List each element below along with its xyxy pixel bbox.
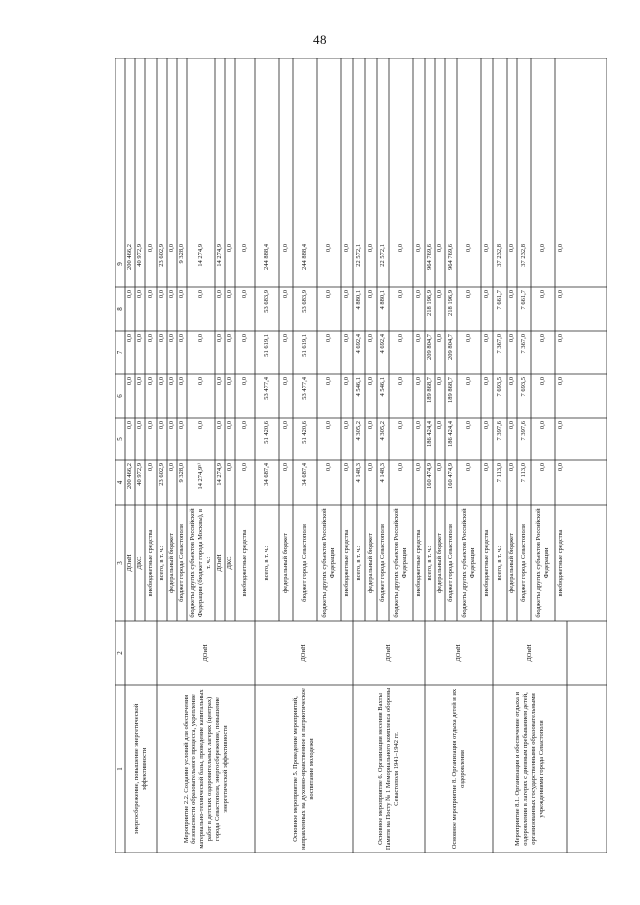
value-cell: 4 692,4 [355,334,363,354]
value-cell: 4 692,4 [379,334,387,354]
value-cell: 0,0 [168,290,176,299]
value-cell: 0,0 [126,421,134,430]
value-cell: 53 477,4 [301,377,309,400]
value-cell: 0,0 [282,334,290,343]
value-cell: 0,0 [147,421,155,430]
value-cell: 7 693,5 [496,377,504,397]
value-cell: 160 474,9 [426,463,434,489]
value-cell: 0,0 [241,244,249,253]
funding-source: ДОиН [126,554,134,572]
value-cell: 7 397,6 [496,421,504,441]
value-cell: 51 619,1 [301,334,309,357]
value-cell: 34 687,4 [301,463,309,486]
value-cell: 53 477,4 [263,377,271,400]
value-cell: 0,0 [483,244,491,253]
value-cell: 200 466,2 [126,463,134,489]
column-header-1: 1 [116,767,124,771]
value-cell: 0,0 [465,334,473,343]
value-cell: 0,0 [226,421,234,430]
column-header-7: 7 [116,350,124,355]
responsible-executor: ДОиН [385,644,393,662]
value-cell: 0,0 [241,463,249,472]
value-cell: 0,0 [147,377,155,386]
value-cell: 0,0 [226,463,234,472]
value-cell: 34 687,4 [263,463,271,486]
value-cell: 0,0 [282,290,290,299]
value-cell: 0,0 [136,377,144,386]
column-header-9: 9 [116,262,124,266]
value-cell: 0,0 [367,463,375,472]
responsible-executor: ДОиН [526,644,534,662]
funding-source: всего, в т. ч.: [426,545,434,581]
value-cell: 0,0 [343,244,351,253]
value-cell: 200 466,2 [126,244,134,270]
value-cell: 9 328,0 [178,244,186,264]
value-cell: 0,0 [539,290,547,299]
value-cell: 0,0 [178,334,186,343]
funding-source: бюджеты других субъектов Российской Федерации (бюджет города Москвы), в т. ч.: [189,508,212,618]
value-cell: 0,0 [508,290,516,299]
value-cell: 0,0 [539,334,547,343]
funding-source: федеральный бюджет [367,533,375,593]
value-cell: 0,0 [168,334,176,343]
column-header-4: 4 [116,480,124,485]
value-cell: 0,0 [508,463,516,472]
activity-name: Основное мероприятие 6. Организация несения Вахты Памяти на Посту № 1 Мемориального комплекса обороны Севастополя 1941–1942 гг. [377,687,400,851]
column-header-6: 6 [116,394,124,398]
funding-source: бюджеты других субъектов Российской Федерации [393,508,408,618]
value-cell: 0,0 [557,244,565,253]
value-cell: 0,0 [147,290,155,299]
value-cell: 23 602,9 [158,463,166,486]
value-cell: 0,0 [126,334,134,343]
page-number: 48 [313,32,327,47]
value-cell: 0,0 [325,244,333,253]
value-cell: 7 113,0 [520,463,528,483]
value-cell: 0,0 [126,290,134,299]
value-cell: 14 274,9 [197,244,205,267]
responsible-executor: ДОиН [455,644,463,662]
value-cell: 0,0 [325,290,333,299]
value-cell: 0,0 [436,463,444,472]
value-cell: 0,0 [539,377,547,386]
value-cell: 0,0 [397,421,405,430]
value-cell: 0,0 [282,421,290,430]
responsible-executor: ДОиН [202,644,210,662]
value-cell: 0,0 [465,463,473,472]
value-cell: 964 769,6 [447,244,455,270]
activity-name: Основное мероприятие 5. Проведение мероприятий, направленных на духовно-нравственное и патриотическое воспитание молодежи [292,688,315,850]
funding-source: ДОиН [216,554,224,572]
value-cell: 0,0 [343,421,351,430]
value-cell: 0,0 [168,421,176,430]
value-cell: 0,0 [226,377,234,386]
funding-source: бюджет города Севастополя [301,524,309,602]
value-cell: 0,0 [508,244,516,253]
value-cell: 53 683,9 [301,290,309,313]
value-cell: 0,0 [415,244,423,253]
value-cell: 14 274,9 [216,244,224,267]
value-cell: 244 888,4 [263,244,271,270]
value-cell: 0,0 [325,377,333,386]
value-cell: 37 232,8 [496,244,504,267]
value-cell: 0,0 [415,334,423,343]
funding-source: внебюджетные средства [557,529,565,597]
value-cell: 0,0 [483,463,491,472]
value-cell: 0,0 [557,377,565,386]
funding-source: внебюджетные средства [415,529,423,597]
value-cell: 0,0 [147,463,155,472]
value-cell: 9 328,0 [178,463,186,483]
value-cell: 22 572,1 [355,244,363,267]
value-cell: 0,0 [397,244,405,253]
value-cell: 0,0 [465,377,473,386]
value-cell: 0,0 [282,377,290,386]
value-cell: 0,0 [136,290,144,299]
value-cell: 186 424,4 [447,421,455,447]
value-cell: 0,0 [397,377,405,386]
value-cell: 0,0 [465,290,473,299]
value-cell: 0,0 [226,334,234,343]
value-cell: 0,0 [282,463,290,472]
responsible-executor: ДОиН [300,644,308,662]
value-cell: 0,0 [226,290,234,299]
funding-source: всего, в т. ч.: [355,545,363,581]
value-cell: 37 232,8 [520,244,528,267]
value-cell: 244 888,4 [301,244,309,270]
value-cell: 4 148,3 [379,463,387,483]
value-cell: 0,0 [415,290,423,299]
value-cell: 0,0 [325,334,333,343]
value-cell: 0,0 [168,377,176,386]
value-cell: 0,0 [367,334,375,343]
value-cell: 0,0 [539,244,547,253]
activity-name: Мероприятие 2.2. Создание условий для обеспечения безопасности образовательного процесса, укрепление материально-технической базы, проведение капитальных работ в детских оздоровительных лагерях (центрах) города Севастополя, энергосбережение, повышение энергетической эффективности [182,689,229,849]
funding-source: внебюджетные средства [483,529,491,597]
funding-source: всего, в т. ч.: [263,545,271,581]
value-cell: 7 367,0 [520,334,528,354]
value-cell: 218 196,9 [447,290,455,316]
value-cell: 0,0 [436,290,444,299]
value-cell: 186 424,4 [426,421,434,447]
value-cell: 964 769,6 [426,244,434,270]
value-cell: 0,0 [397,290,405,299]
value-cell: 0,0 [539,463,547,472]
value-cell: 0,0 [197,421,205,430]
value-cell: 0,0 [343,290,351,299]
value-cell: 0,0 [241,334,249,343]
value-cell: 4 305,2 [355,421,363,441]
value-cell: 51 420,6 [301,421,309,444]
value-cell: 0,0 [436,377,444,386]
funding-source: всего, в т. ч.: [496,545,504,581]
funding-source: бюджеты других субъектов Российской Федерации [535,508,550,618]
value-cell: 209 804,7 [426,334,434,360]
value-cell: 160 474,9 [447,463,455,489]
value-cell: 0,0 [415,377,423,386]
value-cell: 4 305,2 [379,421,387,441]
funding-source: внебюджетные средства [241,529,249,597]
value-cell: 0,0 [557,463,565,472]
value-cell: 0,0 [343,334,351,343]
value-cell: 0,0 [147,334,155,343]
value-cell: 7 693,5 [520,377,528,397]
value-cell: 23 602,9 [158,244,166,267]
value-cell: 51 420,6 [263,421,271,444]
funding-source: внебюджетные средства [343,529,351,597]
funding-source: федеральный бюджет [168,533,176,593]
value-cell: 0,0 [539,421,547,430]
value-cell: 0,0 [415,421,423,430]
value-cell: 0,0 [557,290,565,299]
value-cell: 0,0 [557,334,565,343]
value-cell: 0,0 [483,334,491,343]
value-cell: 0,0 [557,421,565,430]
value-cell: 40 972,9 [136,463,144,486]
funding-source: федеральный бюджет [436,533,444,593]
value-cell: 0,0 [226,244,234,253]
value-cell: 189 868,7 [447,377,455,403]
value-cell: 0,0 [126,377,134,386]
funding-source: бюджет города Севастополя [379,524,387,602]
value-cell: 0,0 [178,421,186,430]
value-cell: 0,0 [158,377,166,386]
value-cell: 0,0 [241,377,249,386]
value-cell: 189 868,7 [426,377,434,403]
value-cell: 0,0 [436,334,444,343]
value-cell: 0,0 [325,421,333,430]
funding-source: бюджет города Севастополя [447,524,455,602]
value-cell: 0,0 [343,463,351,472]
value-cell: 0,0 [465,421,473,430]
value-cell: 0,0 [216,421,224,430]
value-cell: 4 546,1 [379,377,387,397]
value-cell: 0,0 [436,244,444,253]
column-header-5: 5 [116,437,124,441]
value-cell: 0,0 [136,334,144,343]
funding-source: федеральный бюджет [282,533,290,593]
value-cell: 0,0 [508,421,516,430]
value-cell: 7 661,7 [520,290,528,310]
value-cell: 0,0 [168,244,176,253]
value-cell: 4 880,1 [379,290,387,310]
value-cell: 0,0 [367,290,375,299]
value-cell: 0,0 [241,421,249,430]
value-cell: 53 683,9 [263,290,271,313]
value-cell: 0,0 [158,290,166,299]
value-cell: 7 113,0 [496,463,504,483]
funding-source: ДКС [136,556,144,570]
value-cell: 0,0 [397,463,405,472]
value-cell: 0,0 [136,421,144,430]
column-header-3: 3 [116,561,124,565]
value-cell: 14 274,9 [216,463,224,486]
funding-source: бюджеты других субъектов Российской Федерации [461,508,476,618]
value-cell: 0,0 [508,377,516,386]
value-cell: 0,0 [147,244,155,253]
value-cell: 0,0 [178,377,186,386]
value-cell: 0,0 [367,421,375,430]
value-cell: 4 148,3 [355,463,363,483]
value-cell: 51 619,1 [263,334,271,357]
value-cell: 0,0 [282,244,290,253]
value-cell: 4 546,1 [355,377,363,397]
value-cell: 7 661,7 [496,290,504,310]
activity-name: Основное мероприятие 8. Организация отдыха детей и их оздоровления [451,688,466,850]
value-cell: 14 274,9⁵⁾ [197,463,205,490]
value-cell: 0,0 [216,377,224,386]
column-header-2: 2 [116,651,124,655]
value-cell: 218 196,9 [426,290,434,316]
responsible-executor [126,623,156,683]
value-cell: 7 397,6 [520,421,528,441]
value-cell: 0,0 [343,377,351,386]
budget-table [115,58,607,853]
value-cell: 7 367,0 [496,334,504,354]
value-cell: 0,0 [436,421,444,430]
value-cell: 0,0 [397,334,405,343]
value-cell: 0,0 [367,377,375,386]
value-cell: 0,0 [325,463,333,472]
funding-source: всего, в т. ч.: [158,545,166,581]
activity-name: энергосбережение, повышение энергетической эффективности [133,703,148,835]
value-cell: 0,0 [178,290,186,299]
value-cell: 22 572,1 [379,244,387,267]
value-cell: 0,0 [197,290,205,299]
funding-source: бюджеты других субъектов Российской Федерации [321,508,336,618]
value-cell: 0,0 [483,290,491,299]
value-cell: 0,0 [168,463,176,472]
column-header-8: 8 [116,307,124,311]
value-cell: 209 804,7 [447,334,455,360]
value-cell: 0,0 [508,334,516,343]
value-cell: 0,0 [415,463,423,472]
funding-source: бюджет города Севастополя [178,524,186,602]
funding-source: федеральный бюджет [508,533,516,593]
funding-source: внебюджетные средства [147,529,155,597]
value-cell: 0,0 [216,290,224,299]
value-cell: 0,0 [158,334,166,343]
value-cell: 0,0 [197,377,205,386]
value-cell: 0,0 [483,421,491,430]
funding-source: ДКС [226,556,234,570]
value-cell: 0,0 [158,421,166,430]
activity-name: Мероприятие 8.1. Организация и обеспечение отдыха и оздоровления в лагерях с дневным пребыванием детей, организованных государственными образовательными учреждениями города Севастополя [514,691,545,847]
value-cell: 0,0 [241,290,249,299]
value-cell: 0,0 [465,244,473,253]
value-cell: 0,0 [367,244,375,253]
value-cell: 0,0 [197,334,205,343]
value-cell: 0,0 [216,334,224,343]
value-cell: 0,0 [483,377,491,386]
funding-source: бюджет города Севастополя [520,524,528,602]
value-cell: 40 972,9 [136,244,144,267]
value-cell: 4 880,1 [355,290,363,310]
